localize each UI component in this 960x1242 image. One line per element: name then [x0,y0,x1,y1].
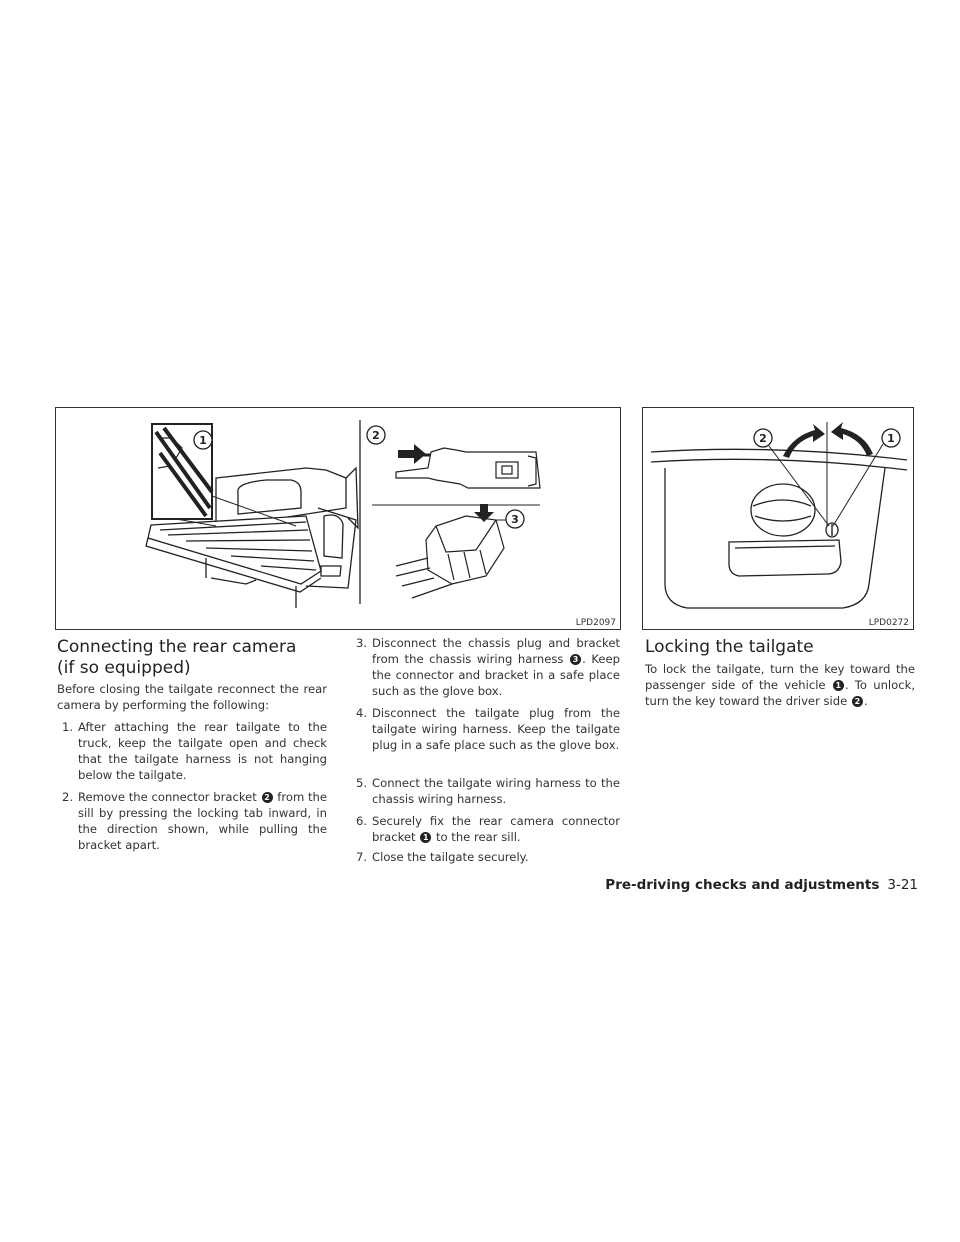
item-number: 6. [356,814,368,828]
title-line: Connecting the rear camera [57,637,297,657]
callout-3: 3 [570,654,581,665]
callout-1: 1 [420,832,431,843]
callout-1: 1 [199,434,207,447]
item-number: 5. [356,776,368,790]
item-number: 2. [62,790,74,804]
list-item [356,775,620,807]
tailgate-lock-illustration [643,408,913,629]
item-text: After attaching the rear tailgate to the truck, keep the tailgate open and check that the tailgate harness is not hanging below the tailgate. [78,720,327,782]
tailgate-camera-illustration [56,408,620,629]
list-item [356,813,620,845]
intro-paragraph: Before closing the tailgate reconnect the rear camera by performing the following: [57,682,327,712]
item-text-part: Disconnect the chassis plug and bracket from the chassis wiring harness [372,636,620,666]
callout-1: 1 [833,680,844,691]
section-title: Locking the tailgate [645,637,814,657]
list-item [356,705,620,753]
item-number: 4. [356,706,368,720]
callout-2: 2 [759,432,767,445]
item-text-part: from the sill by pressing the locking tab inward, in the direction shown, while pulling the bracket apart. [78,790,328,852]
item-text-part: . Keep the connector and bracket in a safe place such as the glove box. [372,652,620,698]
item-text-part: Securely fix the rear camera connector bracket [372,814,620,844]
item-text-part: to the rear sill. [435,830,521,844]
figure-code: LPD0272 [868,618,909,628]
paragraph-text: To lock the tailgate, turn the key toward the passenger side of the vehicle [645,662,915,692]
locking-paragraph [645,661,915,709]
item-text [78,789,327,853]
callout-2: 2 [262,792,273,803]
list-item [356,635,620,699]
item-number: 3. [356,636,368,650]
page-number: 3-21 [887,877,918,893]
tailgate-lock-figure [642,407,914,630]
item-text: Close the tailgate securely. [372,850,529,864]
item-text [372,635,620,699]
item-number: 7. [356,850,368,864]
tailgate-camera-figure [55,407,621,630]
callout-3: 3 [511,513,519,526]
item-number: 1. [62,720,74,734]
callout-2: 2 [372,429,380,442]
callout-2: 2 [852,696,863,707]
page-footer [585,877,918,893]
title-line: (if so equipped) [57,658,191,678]
item-text-part: Remove the connector bracket [78,790,257,804]
section-title [57,637,296,679]
list-item [60,719,327,783]
paragraph-text: . [863,694,868,708]
paragraph-text: . To unlock, turn the key toward the driver side [645,678,916,708]
figure-code: LPD2097 [575,618,616,628]
item-text [372,813,620,845]
list-item [60,789,327,853]
callout-1: 1 [887,432,895,445]
list-item [356,849,620,865]
item-text: Connect the tailgate wiring harness to the chassis wiring harness. [372,776,620,806]
item-text: Disconnect the tailgate plug from the tailgate wiring harness. Keep the tailgate plug in a safe place such as the glove box. [372,706,620,752]
footer-section-title: Pre-driving checks and adjustments [605,877,880,893]
